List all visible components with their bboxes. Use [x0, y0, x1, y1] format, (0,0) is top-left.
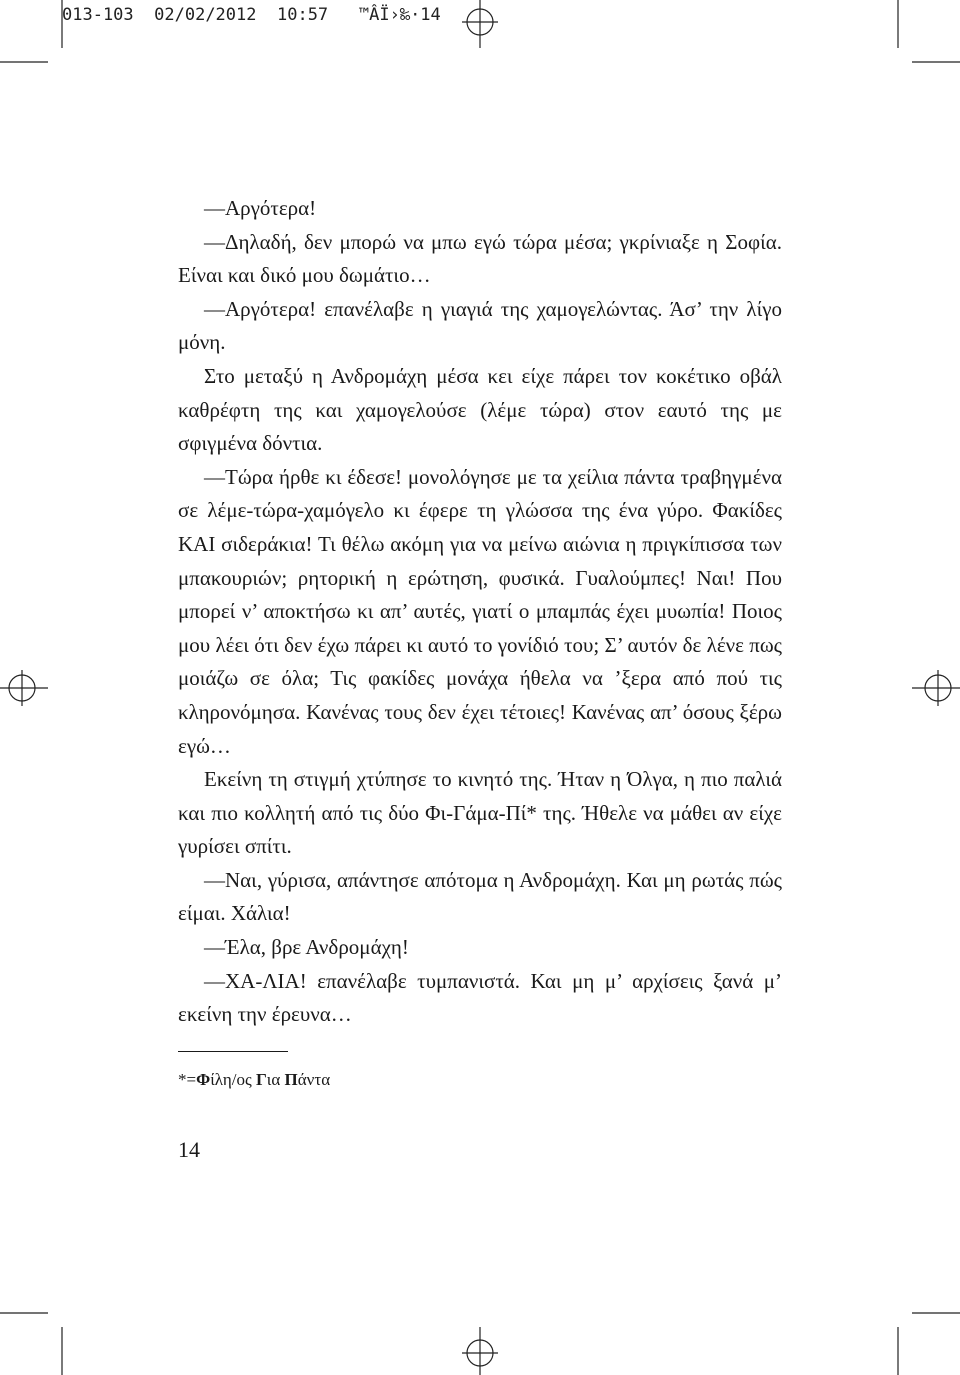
- footnote-part: ια: [266, 1070, 285, 1089]
- footnote-part: Γ: [255, 1070, 267, 1089]
- paragraph-6: Εκείνη τη στιγμή χτύπησε το κινητό της. Ήταν η Όλγα, η πιο παλιά και πιο κολλητή από τις δύο Φι-Γάμα-Πί* της. Ήθελε να μάθει αν είχε γυρίσει σπίτι.: [178, 767, 782, 859]
- paragraph-9: —ΧΑ-ΛΙΑ! επανέλαβε τυμπανιστά. Και μη μ’ αρχίσεις ξανά μ’ εκείνη την έρευνα…: [178, 968, 782, 1027]
- paragraph-1: —Αργότερα!: [204, 196, 317, 220]
- paragraph-4: Στο μεταξύ η Ανδρομάχη μέσα κει είχε πάρει τον κοκέτικο οβάλ καθρέφτη της και χαμογελούσε (λέμε τώρα) στον εαυτό της με σφιγμένα δόντια.: [178, 363, 782, 456]
- footnote-prefix: *=: [178, 1070, 197, 1089]
- footnote-part: ίλη/ος: [210, 1070, 256, 1089]
- registration-mark-left: [0, 670, 48, 706]
- footnote: [178, 1069, 330, 1091]
- registration-mark-right: [912, 670, 960, 706]
- paragraph-2: —Δηλαδή, δεν μπορώ να μπω εγώ τώρα μέσα; γκρίνιαξε η Σοφία. Είναι και δικό μου δωμάτιο…: [178, 229, 782, 288]
- registration-mark-bottom: [462, 1327, 498, 1375]
- paragraph-3: —Αργότερα! επανέλαβε η γιαγιά της χαμογελώντας. Άσ’ την λίγο μόνη.: [178, 296, 782, 355]
- slug-date: 02/02/2012: [154, 5, 257, 25]
- paragraph-8: —Έλα, βρε Ανδρομάχη!: [204, 935, 409, 960]
- slug-code: 013-103: [62, 5, 134, 25]
- slug-time: 10:57: [276, 5, 329, 25]
- body-text: [178, 192, 782, 1032]
- page-number: 14: [178, 1137, 200, 1162]
- footnote-rule: [178, 1051, 288, 1052]
- footnote-part: Φ: [196, 1070, 211, 1089]
- footnote-part: άντα: [297, 1070, 331, 1089]
- paragraph-7: —Ναι, γύρισα, απάντησε απότομα η Ανδρομάχη. Και μη ρωτάς πώς είμαι. Χάλια!: [178, 867, 782, 926]
- slug-extra: ™ÂÏ›‰·14: [358, 5, 441, 25]
- registration-mark-top: [462, 0, 498, 48]
- footnote-part: Π: [284, 1070, 298, 1089]
- paragraph-5: —Τώρα ήρθε κι έδεσε! μονολόγησε με τα χείλια πάντα τραβηγμένα σε λέμε-τώρα-χαμόγελο κι έφερε τη γλώσσα της ένα γύρο. Φακίδες ΚΑΙ σιδεράκια! Τι θέλω ακόμη για να μείνω αιώνια η πριγκίπισσα των μπακουριών; ρητορική η ερώτηση, φυσικά. Γυαλούμπες! Ναι! Που μπορεί ν’ αποκτήσω κι απ’ αυτές, γιατί ο μπαμπάς έχει μυωπία! Ποιος μου λέει ότι δεν έχω πάρει κι αυτό το γονίδιό του; Σ’ αυτόν δε λένε πως μοιάζω σε όλα; Τις φακίδες μονάχα ήθελα να ’ξερα από πού τις κληρονόμησα. Κανένας τους δεν έχει τέτοιες! Κανένας απ’ όσους ξέρω εγώ…: [178, 464, 782, 758]
